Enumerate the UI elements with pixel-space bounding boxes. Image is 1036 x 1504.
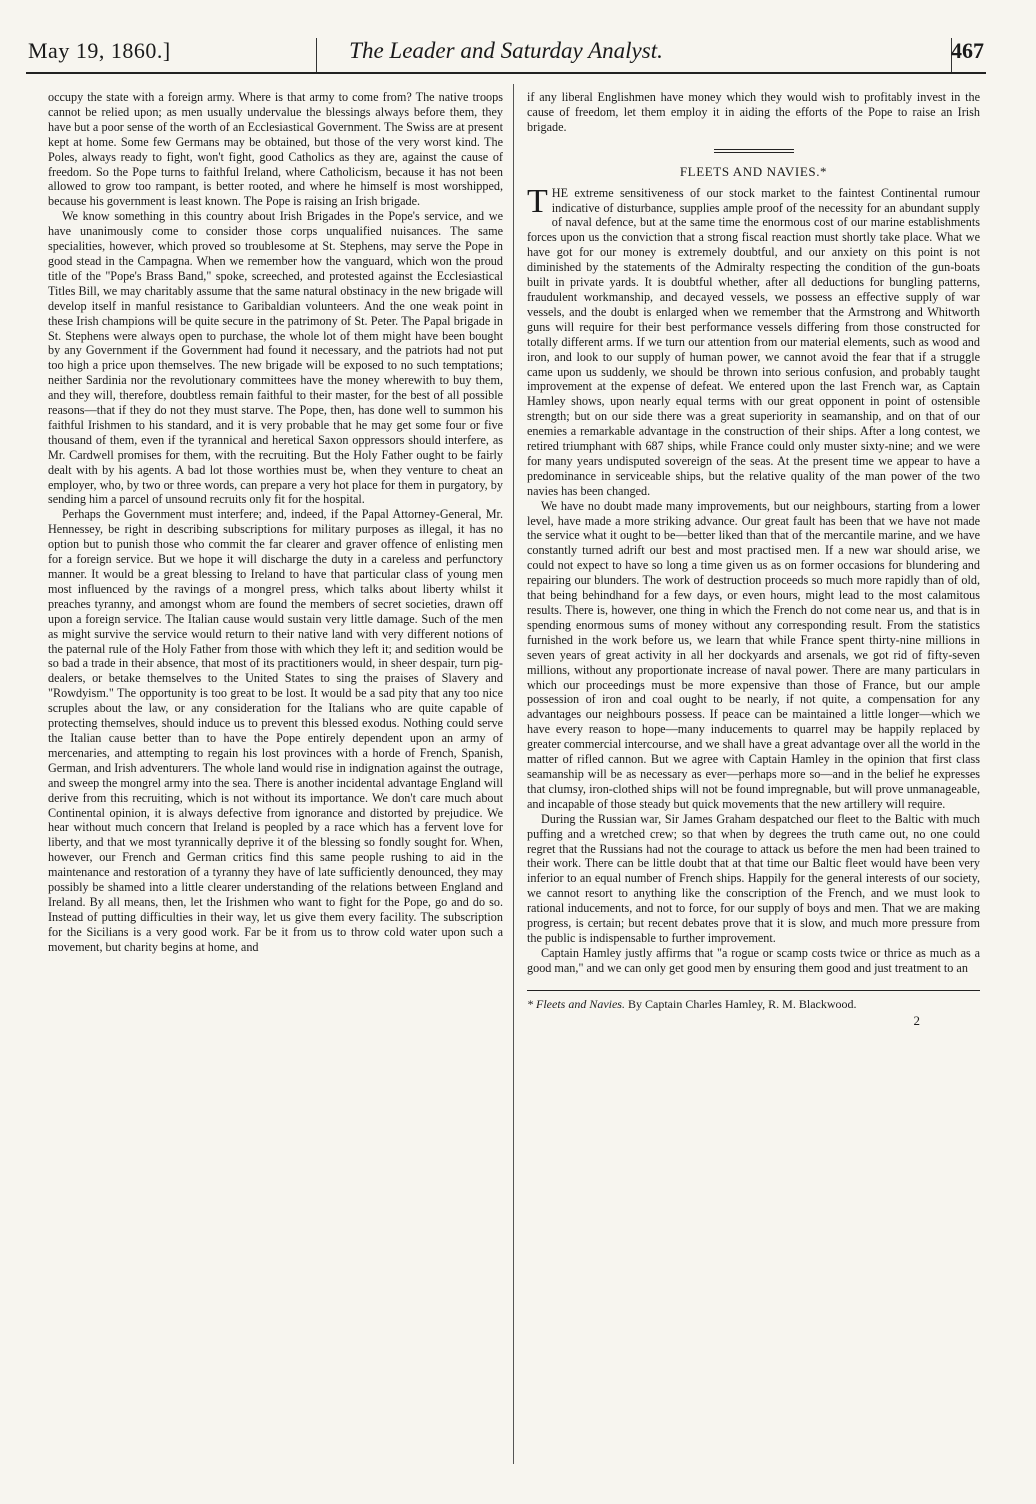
left-paragraph-2: We know something in this country about Irish Brigades in the Pope's service, and we have unanimously come to consider those corps unqualified nuisances. The same specialities, however, which proved so troublesome at St. Stephens, may serve the Pope in good stead in the Campagna. When we remember how the vanguard, which won the proud title of the "Pope's Brass Band," spoke, screeched, and protested against the Ecclesiastical Titles Bill, we may charitably assume that the same natural obstinacy in the new brigade will develop itself in manful resistance to Garibaldian volunteers. And the one weak point in these Irish champions will be quite secure in the patrimony of St. Peter. The Papal brigade in St. Stephens were always open to purchase, the whole lot of them might have been bought by any Government if the Government had found it necessary, and the patriots had not put too high a price upon themselves. The new brigade will be exposed to no such temptations; neither Sardinia nor the revolutionary committees have the money wherewith to buy them, and they will, therefore, doubtless remain faithful to their master, for the best of all possible reasons—that if they do not they must starve. The Pope, then, has done well to summon his faithful Irishmen to his standard, and it is very probable that he may get some four or five thousand of them, even if the tyrannical and heretical Saxon oppressors should interfere, as Mr. Cardwell promises for them, with the recruiting. But the Holy Father ought to be fairly dealt with by his agents. A bad lot those worthies must be, when they venture to cheat an employer, who, by two or three words, can prepare a very hot place for them in purgatory, by sending him a parcel of unsound recruits only fit for the hospital. [48, 209, 503, 507]
column-divider [513, 84, 514, 1464]
right-paragraph-1-text: HE extreme sensitiveness of our stock market to the faintest Continental rumour indicative of disturbance, supplies ample proof of the necessity for an abundant supply of naval defence, but at the same time the enormous cost of our marine establishments forces upon us the conviction that a strong fiscal reaction must shortly take place. What we have got for our money is extremely doubtful, and our anxiety on this point is not diminished by the statements of the Admiralty respecting the condition of the gun-boats built in private yards. It is doubtful whether, after all deductions for bungling patterns, fraudulent workmanship, and decayed vessels, we possess an effective supply of war vessels, and the doubt is enlarged when we remember that the Armstrong and Whitworth guns will require for their best performance vessels differing from those constructed for totally different arms. If we turn our attention from our material elements, such as wood and iron, and look to our supply of human power, we cannot avoid the fear that if a struggle came upon us suddenly, we should be thrown into serious confusion, and probably taught improvement at the expense of defeat. We entered upon the last French war, as Captain Hamley shows, upon nearly equal terms with our great opponent in point of ostensible strength; but on our side there was a great superiority in seamanship, and on that of our enemies a remarkable advantage in the construction of their ships. After a long contest, we retired triumphant with 687 ships, while France could only muster sixty-nine; and we were for many years undisputed sovereign of the seas. At the present time we appear to have a predominance in serviceable ships, but the relative quality of the man power of the two navies has been changed. [527, 185, 980, 498]
page-header [26, 38, 986, 74]
footnote-text: By Captain Charles Hamley, R. M. Blackwood. [627, 996, 857, 1011]
header-title: The Leader and Saturday Analyst. [349, 38, 663, 63]
right-paragraph-2: We have no doubt made many improvements, but our neighbours, starting from a lower level, have made a more striking advance. Our great fault has been that we have not made the service what it ought to be—better liked than that of the mercantile marine, and we have constantly turned adrift our best and most practised men. If a new war should arise, we could not expect to have so long a time given us as on former occasions for blundering and repairing our blunders. The work of destruction proceeds so much more rapidly than of old, that being behindhand for a few days, or even hours, might lead to the most calamitous results. There is, however, one thing in which the French do not come near us, and that is in spending enormous sums of money without any corresponding result. From the statistics furnished in the work before us, we learn that while France spent thirty-nine millions in seven years of great activity in all her dockyards and arsenals, we got rid of fifty-seven millions, without any proportionate increase of naval power. There are many particulars in which our proceedings must be more expensive than those of France, but our ample possession of iron and coal ought to be nearly, if not quite, a compensation for any advantages our neighbours possess. If peace can be maintained a little longer—which we have every reason to hope—many inducements to quarrel may be happily replaced by greater commercial intercourse, and we shall have a great advantage over all the world in the matter of rifled cannon. But we agree with Captain Hamley in the opinion that first class seamanship will be as necessary as ever—perhaps more so—and in the belief he expresses that clumsy, iron-clothed ships will not be found impregnable, but will prove unmanageable, and incapable of those steady but quick movements that the new artillery will require. [527, 498, 980, 811]
section-separator [714, 149, 794, 153]
left-column [48, 90, 503, 1495]
right-paragraph-4: Captain Hamley justly affirms that "a rogue or scamp costs twice or thrice as much as a good man," and we can only get good men by ensuring them good and just treatment to an [527, 945, 980, 975]
right-intro-paragraph: if any liberal Englishmen have money which they would wish to profitably invest in the cause of freedom, let them employ it in aiding the efforts of the Pope to raise an Irish brigade. [527, 90, 980, 134]
header-date: May 19, 1860.] [28, 38, 171, 63]
right-paragraph-3: During the Russian war, Sir James Graham despatched our fleet to the Baltic with much puffing and a wretched crew; so that when by degrees the truth came out, no one could regret that the Russians had not the courage to attack us before the men had been trained to their work. There can be little doubt that at that time our Baltic fleet would have been very inferior to an equal number of French ships. Happily for the general interests of our society, we cannot resort to anything like the conscription of the French, and we must look to rational inducements, and not to force, for our supply of boys and men. That we are making progress, is certain; but recent debates prove that it is slow, and much more pressure from the public is indispensable to further improvement. [527, 811, 980, 945]
section-title: FLEETS AND NAVIES.* [679, 163, 828, 179]
right-column [527, 90, 980, 1495]
left-paragraph-1: occupy the state with a foreign army. Where is that army to come from? The native troops cannot be relied upon; as men usually undervalue the blessings always before them, they have but a poor sense of the worth of an Ecclesiastical Government. The Swiss are at present kept at home. Some few Germans may be obtained, but those of the very worst kind. The Poles, always ready to fight, won't fight, good Catholics as they are, against the cause of freedom. So the Pope turns to faithful Ireland, where Catholicism, because it has not been allowed to grow too rampant, is better rooted, and where he himself is most worshipped, because his government is least known. The Pope is raising an Irish brigade. [48, 90, 503, 209]
footnote [527, 997, 980, 1012]
left-paragraph-3: Perhaps the Government must interfere; and, indeed, if the Papal Attorney-General, Mr. Hennessey, be right in describing subscriptions for military purposes as illegal, it has no option but to punish those who commit the far clearer and graver offence of enlisting men for a foreign service. But we hope it will discharge the duty in a careless and perfunctory manner. It would be a great blessing to Ireland to have that particular class of young men most influenced by the ravings of a mongrel press, which talks about liberty whilst it preaches tyranny, and amongst whom are found the members of secret societies, drawn off upon a foreign service. The Italian cause would sustain very little damage. Such of the men as might survive the service would return to their native land with very different notions of the paternal rule of the Holy Father from those with which they left it; and sedition would be so bad a trade in their absence, that most of its practitioners would, in sheer despair, turn pig-dealers, or betake themselves to the United States to sing the praises of Slavery and "Rowdyism." The opportunity is too great to be lost. It would be a sad pity that any too nice scruples about the law, or any consideration for the Italians who are quite capable of protecting themselves, should induce us to prevent this blessed exodus. Nothing could serve the Italian cause better than to have the Pope entirely dependent upon an army of mercenaries, and attempting to regain his lost provinces with a horde of French, Spanish, German, and Irish adventurers. The whole land would rise in indignation against the outrage, and sweep the mongrel army into the sea. There is another incidental advantage England will derive from this recruiting, which is not without its importance. We don't care much about Continental opinion, it is always defective from ignorance and distorted by prejudice. We hear without much concern that Ireland is peopled by a race which has a fervent love for liberty, and that we most tyrannically deprive it of the blessing so fondly sought for. When, however, our French and German critics find this same people rushing to aid in the maintenance and restoration of a tyranny they have of late sufficiently denounced, they may possibly be shamed into a little clearer understanding of the relations between England and Ireland. By all means, then, let the Irishmen who want to fight for the Pope, go and do so. Instead of putting difficulties in their way, let us give them every facility. The subscription for the Sicilians is a very good work. Far be it from us to throw cold water upon such a movement, but charity begins at home, and [48, 507, 503, 954]
signature-mark: 2 [913, 1012, 920, 1028]
footnote-title: * Fleets and Navies. [527, 996, 625, 1011]
footnote-rule [527, 990, 980, 991]
drop-cap: T [527, 182, 548, 220]
header-page-number: 467 [951, 38, 984, 63]
right-paragraph-1 [527, 182, 980, 499]
